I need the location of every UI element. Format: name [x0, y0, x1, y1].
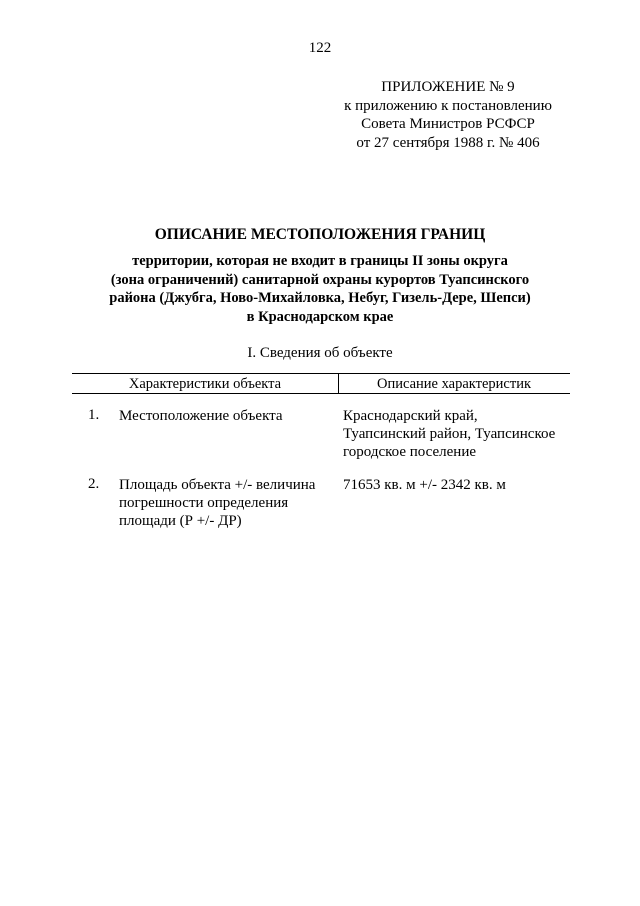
- value-line: городское поселение: [343, 444, 477, 460]
- table-row-value: [343, 407, 573, 461]
- label-line: площади (Р +/- ДР): [119, 513, 242, 529]
- section-heading: I. Сведения об объекте: [247, 345, 393, 361]
- table-header-description: Описание характеристик: [376, 376, 531, 392]
- label-line: Площадь объекта +/- величина: [119, 477, 316, 493]
- label-line: погрешности определения: [119, 495, 289, 511]
- subtitle-line: района (Джубга, Ново-Михайловка, Небуг, Гизель-Дере, Шепси): [109, 290, 531, 306]
- table-row-number: 2.: [88, 476, 100, 492]
- table-top-rule: [72, 373, 570, 374]
- appendix-line: от 27 сентября 1988 г. № 406: [356, 134, 540, 151]
- appendix-line: Совета Министров РСФСР: [361, 116, 535, 132]
- page-number: 122: [308, 40, 332, 56]
- table-row-number: 1.: [88, 407, 100, 423]
- subtitle-line: (зона ограничений) санитарной охраны курортов Туапсинского: [110, 271, 530, 288]
- table-header-rule: [72, 393, 570, 394]
- subtitle-line: территории, которая не входит в границы II зоны округа: [132, 253, 508, 269]
- table-row-label: [119, 476, 329, 530]
- label-line: Местоположение объекта: [119, 408, 283, 424]
- value-line: Краснодарский край,: [343, 408, 478, 424]
- document-title: ОПИСАНИЕ МЕСТОПОЛОЖЕНИЯ ГРАНИЦ: [154, 226, 486, 243]
- value-line: Туапсинский район, Туапсинское: [343, 426, 556, 442]
- subtitle-line: в Краснодарском крае: [246, 308, 394, 325]
- table-row-label: [119, 407, 329, 425]
- appendix-line: к приложению к постановлению: [344, 97, 552, 114]
- value-line: 71653 кв. м +/- 2342 кв. м: [343, 477, 506, 493]
- appendix-line: ПРИЛОЖЕНИЕ № 9: [381, 79, 515, 95]
- table-row-value: [343, 476, 573, 494]
- document-subtitle: [60, 252, 580, 326]
- table-header-characteristics: Характеристики объекта: [128, 376, 282, 392]
- appendix-header: [330, 78, 566, 152]
